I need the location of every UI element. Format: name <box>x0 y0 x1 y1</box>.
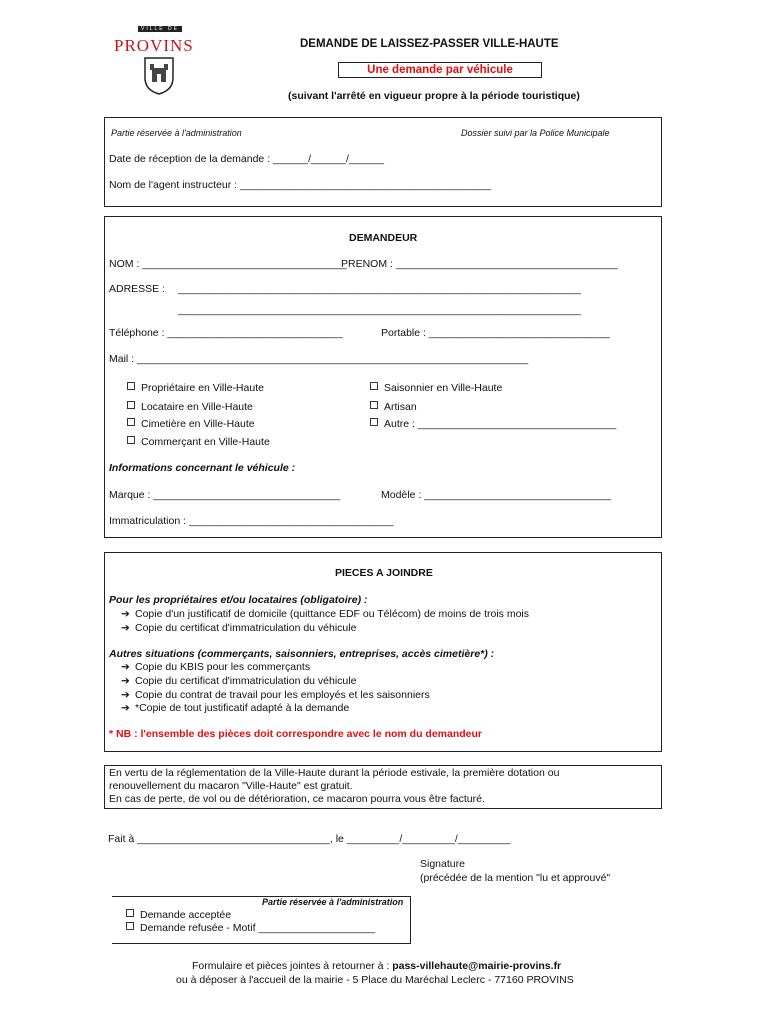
pieces-heading: PIECES A JOINDRE <box>335 567 433 579</box>
option-cimetiere[interactable]: Cimetière en Ville-Haute <box>127 418 255 430</box>
arrow-right-icon: ➔ <box>121 661 130 673</box>
nom-field[interactable]: NOM : ___________________________________ <box>109 258 347 270</box>
admin-decision-label: Partie réservée à l'administration <box>262 897 404 907</box>
marque-field[interactable]: Marque : ________________________________ <box>109 489 341 501</box>
page-title: DEMANDE DE LAISSEZ-PASSER VILLE-HAUTE <box>300 38 559 50</box>
checkbox-icon[interactable] <box>370 382 378 390</box>
admin-decision-section <box>112 896 411 944</box>
header-note: (suivant l'arrêté en vigueur propre à la période touristique) <box>288 90 580 102</box>
arrow-right-icon: ➔ <box>121 608 130 620</box>
checkbox-icon[interactable] <box>127 382 135 390</box>
demandeur-section <box>104 216 662 538</box>
pieces-section <box>104 552 662 752</box>
adresse-field-2[interactable]: _____________________________________________________________________ <box>178 304 581 316</box>
owners-item-1: ➔ Copie d'un justificatif de domicile (quittance EDF ou Télécom) de moins de trois mois <box>121 608 529 620</box>
prenom-field[interactable]: PRENOM : ______________________________________ <box>341 258 618 270</box>
footer-line-1: Formulaire et pièces jointes à retourner à : pass-villehaute@mairie-provins.fr <box>192 960 562 972</box>
reception-date-field[interactable]: Date de réception de la demande : ______/______/______ <box>109 153 384 165</box>
admin-section <box>104 117 662 207</box>
checkbox-icon[interactable] <box>126 922 134 930</box>
mail-field[interactable]: Mail : ___________________________________________________________________ <box>109 353 529 365</box>
others-heading: Autres situations (commerçants, saisonniers, entreprises, accès cimetière*) : <box>109 648 495 660</box>
arrow-right-icon: ➔ <box>121 622 130 634</box>
demandeur-heading: DEMANDEUR <box>349 232 418 244</box>
others-item-3: ➔ Copie du contrat de travail pour les employés et les saisonniers <box>121 689 430 701</box>
option-locataire[interactable]: Locataire en Ville-Haute <box>127 401 253 413</box>
notice-line-3: En cas de perte, de vol ou de détérioration, ce macaron pourra vous être facturé. <box>109 793 485 805</box>
agent-name-field[interactable]: Nom de l'agent instructeur : ___________________________________________ <box>109 179 492 191</box>
signature-mention: (précédée de la mention "lu et approuvé" <box>420 872 611 884</box>
checkbox-icon[interactable] <box>127 401 135 409</box>
option-proprietaire[interactable]: Propriétaire en Ville-Haute <box>127 382 264 394</box>
vehicle-heading: Informations concernant le véhicule : <box>109 462 296 474</box>
others-item-1: ➔ Copie du KBIS pour les commerçants <box>121 661 311 673</box>
telephone-field[interactable]: Téléphone : ______________________________ <box>109 327 343 339</box>
provins-logo <box>108 26 208 96</box>
admin-left-label: Partie réservée à l'administration <box>111 128 242 138</box>
others-item-2: ➔ Copie du certificat d'immatriculation du véhicule <box>121 675 357 687</box>
option-accepted[interactable]: Demande acceptée <box>126 909 231 921</box>
footer-line-2: ou à déposer à l'accueil de la mairie - 5 Place du Maréchal Leclerc - 77160 PROVINS <box>176 974 574 986</box>
fait-field[interactable]: Fait à _________________________________, le _________/_________/_________ <box>108 833 511 845</box>
arrow-right-icon: ➔ <box>121 689 130 701</box>
arrow-right-icon: ➔ <box>121 702 130 714</box>
checkbox-icon[interactable] <box>370 418 378 426</box>
option-commercant[interactable]: Commerçant en Ville-Haute <box>127 436 270 448</box>
option-saisonnier[interactable]: Saisonnier en Ville-Haute <box>370 382 502 394</box>
option-autre[interactable]: Autre : __________________________________ <box>370 418 616 430</box>
notice-line-2: renouvellement du macaron "Ville-Haute" est gratuit. <box>109 780 353 792</box>
notice-line-1: En vertu de la réglementation de la Ville-Haute durant la période estivale, la première dotation ou <box>109 767 560 779</box>
logo-name: PROVINS <box>114 36 194 55</box>
admin-right-label: Dossier suivi par la Police Municipale <box>461 128 610 138</box>
coat-of-arms-icon <box>143 56 175 96</box>
owners-item-2: ➔ Copie du certificat d'immatriculation du véhicule <box>121 622 357 634</box>
checkbox-icon[interactable] <box>127 436 135 444</box>
checkbox-icon[interactable] <box>127 418 135 426</box>
footer-email[interactable]: pass-villehaute@mairie-provins.fr <box>392 960 562 972</box>
owners-heading: Pour les propriétaires et/ou locataires (obligatoire) : <box>109 594 368 606</box>
option-artisan[interactable]: Artisan <box>370 401 417 413</box>
checkbox-icon[interactable] <box>126 909 134 917</box>
logo-top-text: VILLE DE <box>138 26 182 32</box>
signature-label: Signature <box>420 858 465 870</box>
subtitle-box: Une demande par véhicule <box>338 62 542 78</box>
portable-field[interactable]: Portable : _______________________________ <box>381 327 610 339</box>
notice-section <box>104 765 662 809</box>
option-refused[interactable]: Demande refusée - Motif ____________________ <box>126 922 375 934</box>
arrow-right-icon: ➔ <box>121 675 130 687</box>
adresse-label: ADRESSE : <box>109 283 166 295</box>
nb-note: * NB : l'ensemble des pièces doit correspondre avec le nom du demandeur <box>109 728 483 740</box>
adresse-field-1[interactable]: _____________________________________________________________________ <box>178 283 581 295</box>
immatriculation-field[interactable]: Immatriculation : ___________________________________ <box>109 515 394 527</box>
checkbox-icon[interactable] <box>370 401 378 409</box>
others-item-4: ➔ *Copie de tout justificatif adapté à la demande <box>121 702 350 714</box>
modele-field[interactable]: Modèle : ________________________________ <box>381 489 612 501</box>
